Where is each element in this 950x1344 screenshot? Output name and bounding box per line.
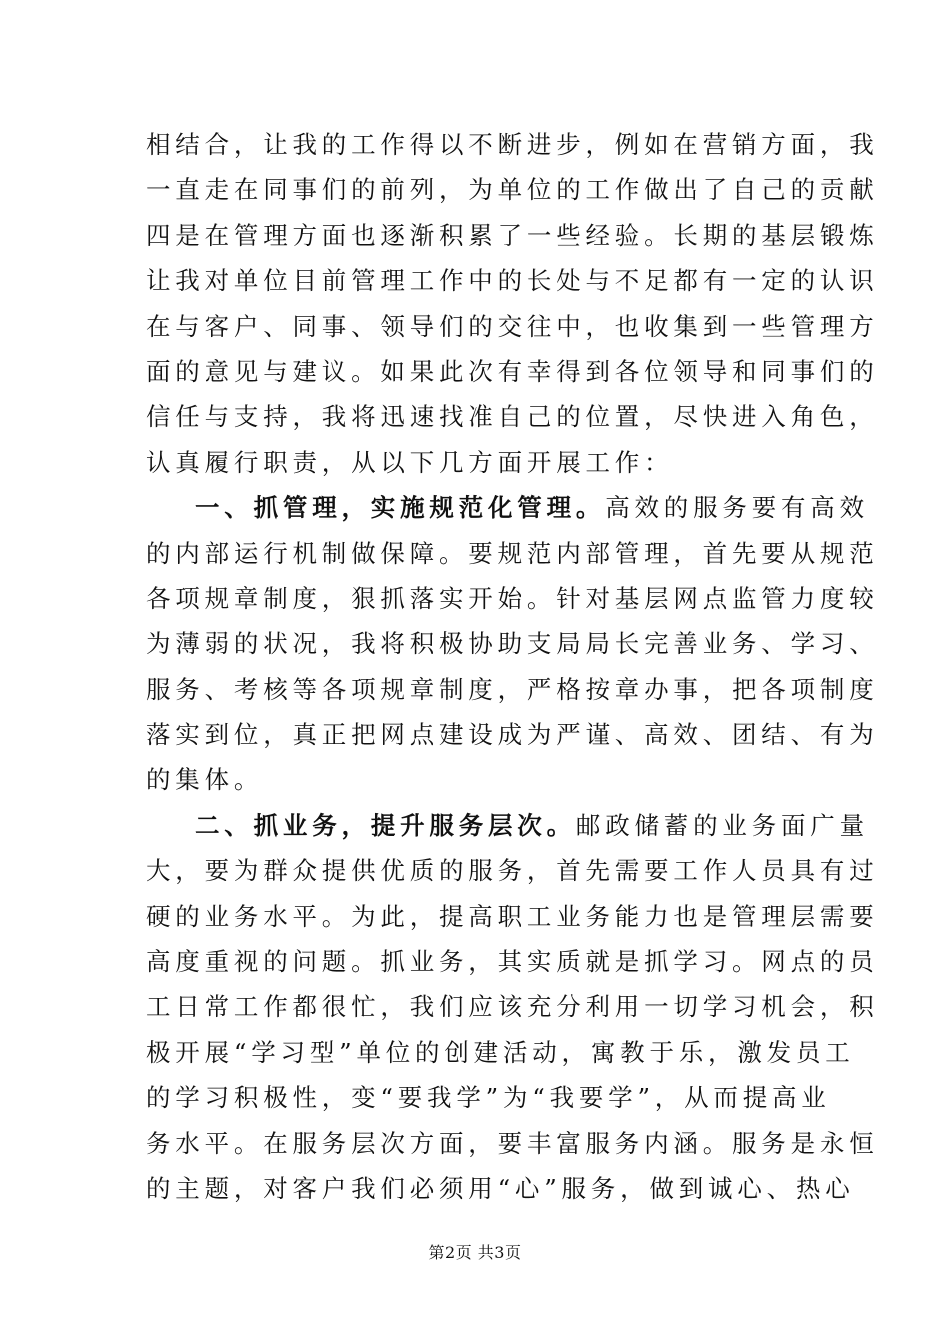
text-line: 的内部运行机制做保障。要规范内部管理，首先要从规范 — [146, 538, 879, 568]
text-line: 高度重视的问题。抓业务，其实质就是抓学习。网点的员 — [146, 947, 879, 977]
section-heading: 二、抓业务，提升服务层次。 — [195, 810, 576, 840]
document-body — [146, 122, 879, 1211]
text-line: 在与客户、同事、领导们的交往中，也收集到一些管理方 — [146, 311, 879, 341]
text-line: 让我对单位目前管理工作中的长处与不足都有一定的认识 — [146, 266, 879, 296]
text-line: 大，要为群众提供优质的服务，首先需要工作人员具有过 — [146, 856, 879, 886]
section-heading: 一、抓管理，实施规范化管理。 — [195, 493, 606, 523]
text-line: 硬的业务水平。为此，提高职工业务能力也是管理层需要 — [146, 901, 879, 931]
text-line: 认真履行职责，从以下几方面开展工作： — [146, 447, 674, 477]
text-line: 工日常工作都很忙，我们应该充分利用一切学习机会，积 — [146, 992, 879, 1022]
text-line: 极开展“学习型”单位的创建活动，寓教于乐，激发员工 — [146, 1037, 855, 1067]
text-line: 信任与支持，我将迅速找准自己的位置，尽快进入角色， — [146, 402, 879, 432]
text-line: 服务、考核等各项规章制度，严格按章办事，把各项制度 — [146, 674, 879, 704]
text-line: 落实到位，真正把网点建设成为严谨、高效、团结、有为 — [146, 720, 879, 750]
page-footer — [0, 1240, 950, 1263]
text-line: 的主题，对客户我们必须用“心”服务，做到诚心、热心 — [146, 1173, 855, 1203]
section-heading-line: 一、抓管理，实施规范化管理。高效的服务要有高效 — [195, 493, 869, 523]
text-line: 四是在管理方面也逐渐积累了一些经验。长期的基层锻炼 — [146, 220, 879, 250]
text-line: 务水平。在服务层次方面，要丰富服务内涵。服务是永恒 — [146, 1128, 879, 1158]
text-line: 的集体。 — [146, 765, 264, 795]
page-number-label: 第2页 共3页 — [428, 1243, 522, 1262]
text-line: 面的意见与建议。如果此次有幸得到各位领导和同事们的 — [146, 356, 879, 386]
text-line: 一直走在同事们的前列，为单位的工作做出了自己的贡献 — [146, 175, 879, 205]
text-line: 各项规章制度，狠抓落实开始。针对基层网点监管力度较 — [146, 583, 879, 613]
text-line: 为薄弱的状况，我将积极协助支局局长完善业务、学习、 — [146, 629, 879, 659]
text-line: 的学习积极性，变“要我学”为“我要学”，从而提高业 — [146, 1083, 831, 1113]
text-line: 相结合，让我的工作得以不断进步，例如在营销方面，我 — [146, 130, 879, 159]
section-heading-line: 二、抓业务，提升服务层次。邮政储蓄的业务面广量 — [195, 810, 869, 840]
